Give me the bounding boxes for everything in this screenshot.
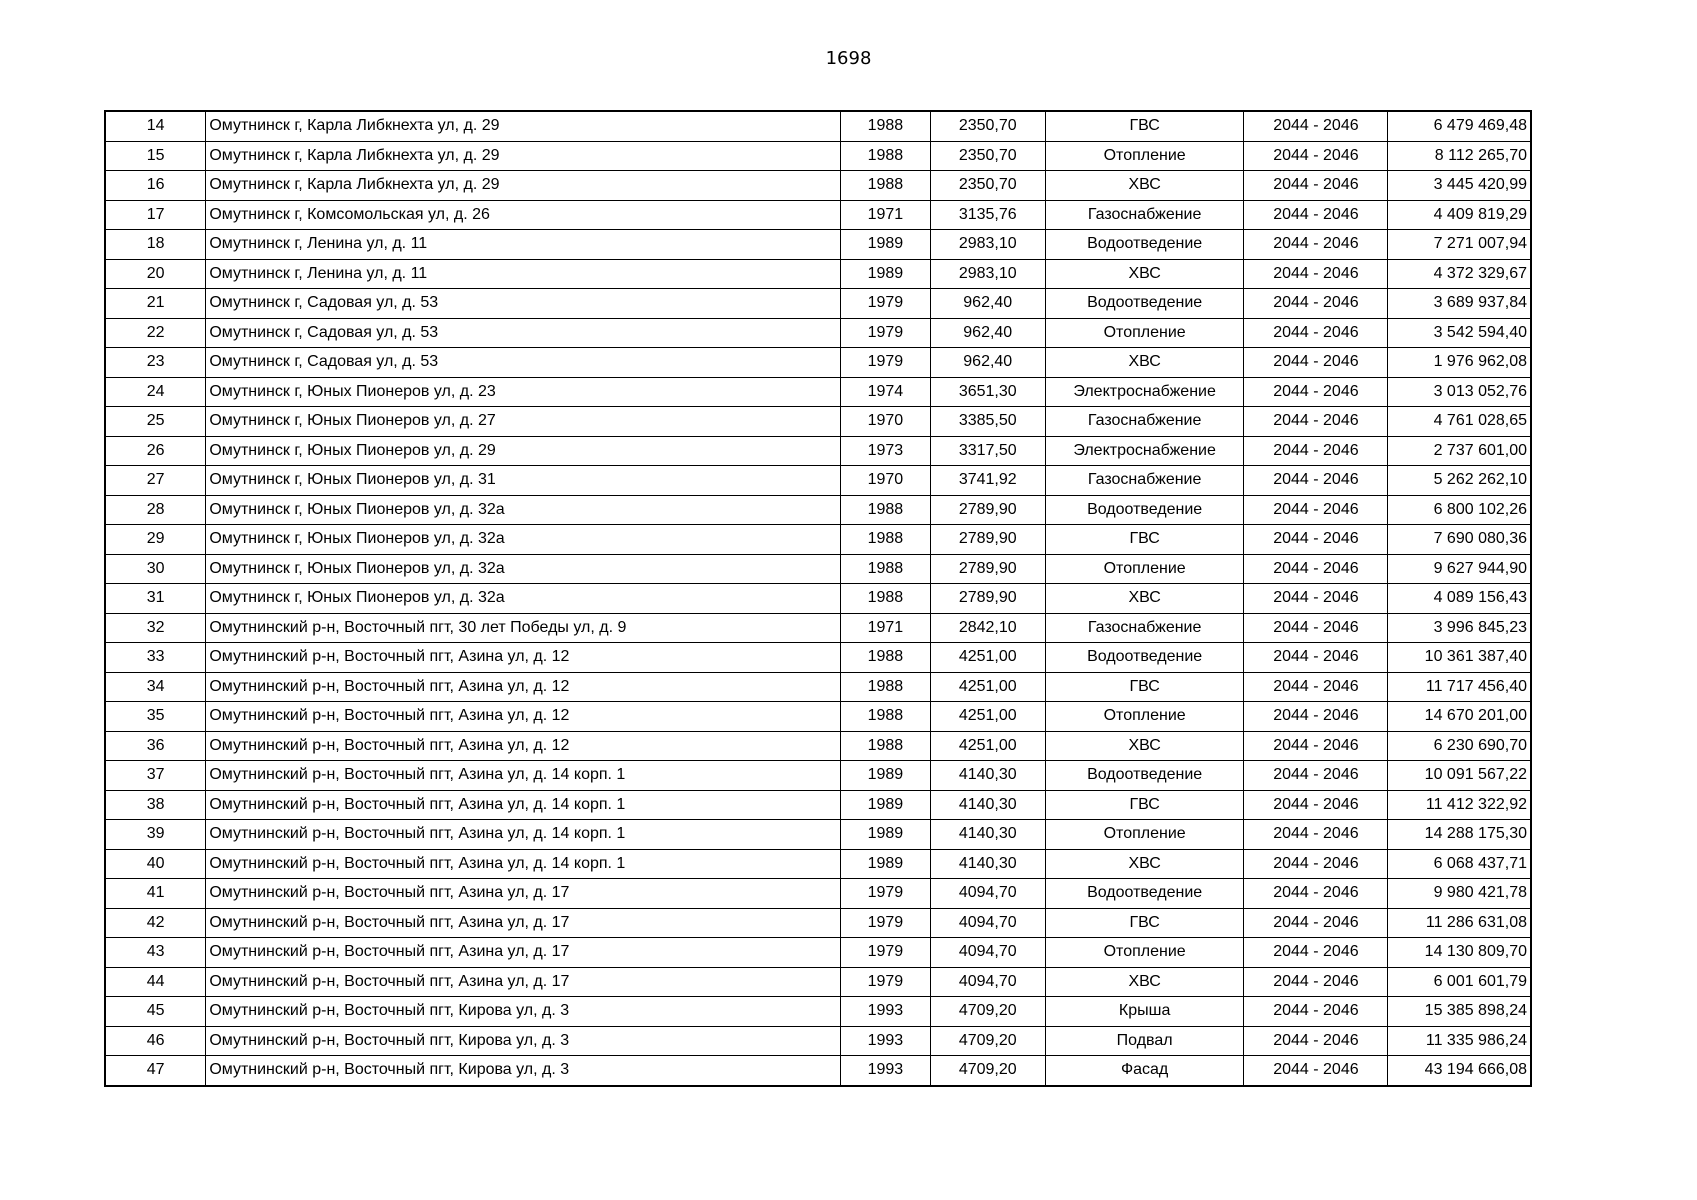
row-number-cell: 23 bbox=[105, 348, 206, 378]
row-number-cell: 47 bbox=[105, 1056, 206, 1086]
cost-cell: 11 286 631,08 bbox=[1388, 908, 1531, 938]
work-type-cell: ХВС bbox=[1045, 348, 1244, 378]
table-row bbox=[105, 790, 1531, 820]
address-cell: Омутнинск г, Карла Либкнехта ул, д. 29 bbox=[206, 141, 841, 171]
year-built-cell: 1979 bbox=[841, 967, 931, 997]
cost-cell: 8 112 265,70 bbox=[1388, 141, 1531, 171]
period-cell: 2044 - 2046 bbox=[1244, 702, 1388, 732]
cost-cell: 2 737 601,00 bbox=[1388, 436, 1531, 466]
table-row bbox=[105, 849, 1531, 879]
row-number-cell: 41 bbox=[105, 879, 206, 909]
work-type-cell: Водоотведение bbox=[1045, 879, 1244, 909]
row-number-cell: 18 bbox=[105, 230, 206, 260]
area-cell: 4140,30 bbox=[930, 790, 1045, 820]
cost-cell: 11 412 322,92 bbox=[1388, 790, 1531, 820]
row-number-cell: 22 bbox=[105, 318, 206, 348]
area-cell: 3317,50 bbox=[930, 436, 1045, 466]
cost-cell: 11 717 456,40 bbox=[1388, 672, 1531, 702]
cost-cell: 6 800 102,26 bbox=[1388, 495, 1531, 525]
period-cell: 2044 - 2046 bbox=[1244, 289, 1388, 319]
address-cell: Омутнинск г, Юных Пионеров ул, д. 32а bbox=[206, 495, 841, 525]
row-number-cell: 44 bbox=[105, 967, 206, 997]
cost-cell: 43 194 666,08 bbox=[1388, 1056, 1531, 1086]
period-cell: 2044 - 2046 bbox=[1244, 1056, 1388, 1086]
table-row bbox=[105, 938, 1531, 968]
row-number-cell: 42 bbox=[105, 908, 206, 938]
period-cell: 2044 - 2046 bbox=[1244, 997, 1388, 1027]
year-built-cell: 1988 bbox=[841, 111, 931, 141]
row-number-cell: 36 bbox=[105, 731, 206, 761]
period-cell: 2044 - 2046 bbox=[1244, 613, 1388, 643]
address-cell: Омутнинский р-н, Восточный пгт, Азина ул, д. 12 bbox=[206, 731, 841, 761]
year-built-cell: 1970 bbox=[841, 466, 931, 496]
year-built-cell: 1979 bbox=[841, 938, 931, 968]
area-cell: 2983,10 bbox=[930, 230, 1045, 260]
row-number-cell: 33 bbox=[105, 643, 206, 673]
period-cell: 2044 - 2046 bbox=[1244, 790, 1388, 820]
year-built-cell: 1988 bbox=[841, 171, 931, 201]
cost-cell: 7 690 080,36 bbox=[1388, 525, 1531, 555]
cost-cell: 4 089 156,43 bbox=[1388, 584, 1531, 614]
address-cell: Омутнинск г, Ленина ул, д. 11 bbox=[206, 259, 841, 289]
work-type-cell: Водоотведение bbox=[1045, 761, 1244, 791]
table-row bbox=[105, 1056, 1531, 1086]
year-built-cell: 1993 bbox=[841, 1026, 931, 1056]
address-cell: Омутнинский р-н, Восточный пгт, Азина ул, д. 17 bbox=[206, 879, 841, 909]
row-number-cell: 39 bbox=[105, 820, 206, 850]
period-cell: 2044 - 2046 bbox=[1244, 731, 1388, 761]
row-number-cell: 20 bbox=[105, 259, 206, 289]
year-built-cell: 1988 bbox=[841, 141, 931, 171]
area-cell: 2350,70 bbox=[930, 111, 1045, 141]
row-number-cell: 29 bbox=[105, 525, 206, 555]
row-number-cell: 40 bbox=[105, 849, 206, 879]
work-type-cell: ГВС bbox=[1045, 790, 1244, 820]
work-type-cell: Газоснабжение bbox=[1045, 613, 1244, 643]
address-cell: Омутнинск г, Садовая ул, д. 53 bbox=[206, 318, 841, 348]
work-type-cell: ХВС bbox=[1045, 731, 1244, 761]
area-cell: 962,40 bbox=[930, 348, 1045, 378]
work-type-cell: ХВС bbox=[1045, 171, 1244, 201]
repair-schedule-table bbox=[104, 110, 1532, 1087]
row-number-cell: 24 bbox=[105, 377, 206, 407]
cost-cell: 10 091 567,22 bbox=[1388, 761, 1531, 791]
row-number-cell: 31 bbox=[105, 584, 206, 614]
row-number-cell: 27 bbox=[105, 466, 206, 496]
address-cell: Омутнинск г, Юных Пионеров ул, д. 31 bbox=[206, 466, 841, 496]
year-built-cell: 1979 bbox=[841, 348, 931, 378]
table-row bbox=[105, 820, 1531, 850]
period-cell: 2044 - 2046 bbox=[1244, 348, 1388, 378]
row-number-cell: 16 bbox=[105, 171, 206, 201]
table-row bbox=[105, 672, 1531, 702]
work-type-cell: Электроснабжение bbox=[1045, 377, 1244, 407]
year-built-cell: 1970 bbox=[841, 407, 931, 437]
work-type-cell: ГВС bbox=[1045, 908, 1244, 938]
work-type-cell: ХВС bbox=[1045, 849, 1244, 879]
year-built-cell: 1993 bbox=[841, 1056, 931, 1086]
address-cell: Омутнинский р-н, Восточный пгт, Кирова ул, д. 3 bbox=[206, 997, 841, 1027]
address-cell: Омутнинск г, Юных Пионеров ул, д. 27 bbox=[206, 407, 841, 437]
table-row bbox=[105, 702, 1531, 732]
address-cell: Омутнинск г, Комсомольская ул, д. 26 bbox=[206, 200, 841, 230]
table-row bbox=[105, 525, 1531, 555]
row-number-cell: 32 bbox=[105, 613, 206, 643]
table-row bbox=[105, 584, 1531, 614]
work-type-cell: Отопление bbox=[1045, 938, 1244, 968]
address-cell: Омутнинский р-н, Восточный пгт, Азина ул, д. 12 bbox=[206, 672, 841, 702]
address-cell: Омутнинск г, Карла Либкнехта ул, д. 29 bbox=[206, 111, 841, 141]
table-row bbox=[105, 436, 1531, 466]
period-cell: 2044 - 2046 bbox=[1244, 879, 1388, 909]
address-cell: Омутнинск г, Садовая ул, д. 53 bbox=[206, 289, 841, 319]
table-row bbox=[105, 377, 1531, 407]
area-cell: 4094,70 bbox=[930, 967, 1045, 997]
year-built-cell: 1988 bbox=[841, 584, 931, 614]
work-type-cell: ГВС bbox=[1045, 525, 1244, 555]
area-cell: 4251,00 bbox=[930, 702, 1045, 732]
period-cell: 2044 - 2046 bbox=[1244, 407, 1388, 437]
table-row bbox=[105, 407, 1531, 437]
work-type-cell: ХВС bbox=[1045, 259, 1244, 289]
address-cell: Омутнинский р-н, Восточный пгт, Азина ул, д. 17 bbox=[206, 938, 841, 968]
period-cell: 2044 - 2046 bbox=[1244, 849, 1388, 879]
address-cell: Омутнинский р-н, Восточный пгт, Азина ул, д. 14 корп. 1 bbox=[206, 820, 841, 850]
area-cell: 4251,00 bbox=[930, 731, 1045, 761]
row-number-cell: 25 bbox=[105, 407, 206, 437]
period-cell: 2044 - 2046 bbox=[1244, 318, 1388, 348]
address-cell: Омутнинский р-н, Восточный пгт, Кирова ул, д. 3 bbox=[206, 1056, 841, 1086]
table-row bbox=[105, 230, 1531, 260]
year-built-cell: 1988 bbox=[841, 731, 931, 761]
area-cell: 2789,90 bbox=[930, 584, 1045, 614]
year-built-cell: 1979 bbox=[841, 318, 931, 348]
address-cell: Омутнинский р-н, Восточный пгт, Азина ул, д. 14 корп. 1 bbox=[206, 790, 841, 820]
year-built-cell: 1979 bbox=[841, 289, 931, 319]
work-type-cell: Водоотведение bbox=[1045, 643, 1244, 673]
area-cell: 2789,90 bbox=[930, 495, 1045, 525]
period-cell: 2044 - 2046 bbox=[1244, 761, 1388, 791]
row-number-cell: 14 bbox=[105, 111, 206, 141]
address-cell: Омутнинск г, Садовая ул, д. 53 bbox=[206, 348, 841, 378]
area-cell: 4094,70 bbox=[930, 908, 1045, 938]
cost-cell: 10 361 387,40 bbox=[1388, 643, 1531, 673]
cost-cell: 15 385 898,24 bbox=[1388, 997, 1531, 1027]
table-row bbox=[105, 761, 1531, 791]
row-number-cell: 17 bbox=[105, 200, 206, 230]
row-number-cell: 30 bbox=[105, 554, 206, 584]
period-cell: 2044 - 2046 bbox=[1244, 938, 1388, 968]
table-row bbox=[105, 554, 1531, 584]
work-type-cell: Электроснабжение bbox=[1045, 436, 1244, 466]
cost-cell: 9 980 421,78 bbox=[1388, 879, 1531, 909]
cost-cell: 4 761 028,65 bbox=[1388, 407, 1531, 437]
work-type-cell: Отопление bbox=[1045, 318, 1244, 348]
table-row bbox=[105, 141, 1531, 171]
area-cell: 4140,30 bbox=[930, 761, 1045, 791]
period-cell: 2044 - 2046 bbox=[1244, 466, 1388, 496]
year-built-cell: 1988 bbox=[841, 554, 931, 584]
year-built-cell: 1979 bbox=[841, 879, 931, 909]
row-number-cell: 45 bbox=[105, 997, 206, 1027]
work-type-cell: Водоотведение bbox=[1045, 289, 1244, 319]
cost-cell: 6 479 469,48 bbox=[1388, 111, 1531, 141]
period-cell: 2044 - 2046 bbox=[1244, 967, 1388, 997]
work-type-cell: ГВС bbox=[1045, 672, 1244, 702]
year-built-cell: 1989 bbox=[841, 790, 931, 820]
year-built-cell: 1971 bbox=[841, 200, 931, 230]
period-cell: 2044 - 2046 bbox=[1244, 525, 1388, 555]
area-cell: 4251,00 bbox=[930, 643, 1045, 673]
year-built-cell: 1989 bbox=[841, 820, 931, 850]
area-cell: 3741,92 bbox=[930, 466, 1045, 496]
work-type-cell: Водоотведение bbox=[1045, 230, 1244, 260]
work-type-cell: Подвал bbox=[1045, 1026, 1244, 1056]
cost-cell: 9 627 944,90 bbox=[1388, 554, 1531, 584]
table-row bbox=[105, 200, 1531, 230]
table-row bbox=[105, 613, 1531, 643]
row-number-cell: 28 bbox=[105, 495, 206, 525]
work-type-cell: ГВС bbox=[1045, 111, 1244, 141]
address-cell: Омутнинский р-н, Восточный пгт, Азина ул, д. 12 bbox=[206, 643, 841, 673]
address-cell: Омутнинский р-н, Восточный пгт, Азина ул, д. 17 bbox=[206, 967, 841, 997]
table-row bbox=[105, 643, 1531, 673]
address-cell: Омутнинский р-н, Восточный пгт, Кирова ул, д. 3 bbox=[206, 1026, 841, 1056]
table-row bbox=[105, 348, 1531, 378]
period-cell: 2044 - 2046 bbox=[1244, 141, 1388, 171]
year-built-cell: 1989 bbox=[841, 230, 931, 260]
address-cell: Омутнинск г, Юных Пионеров ул, д. 23 bbox=[206, 377, 841, 407]
year-built-cell: 1971 bbox=[841, 613, 931, 643]
area-cell: 4140,30 bbox=[930, 849, 1045, 879]
year-built-cell: 1988 bbox=[841, 495, 931, 525]
address-cell: Омутнинск г, Ленина ул, д. 11 bbox=[206, 230, 841, 260]
cost-cell: 6 230 690,70 bbox=[1388, 731, 1531, 761]
row-number-cell: 15 bbox=[105, 141, 206, 171]
cost-cell: 1 976 962,08 bbox=[1388, 348, 1531, 378]
cost-cell: 3 445 420,99 bbox=[1388, 171, 1531, 201]
period-cell: 2044 - 2046 bbox=[1244, 643, 1388, 673]
period-cell: 2044 - 2046 bbox=[1244, 230, 1388, 260]
address-cell: Омутнинск г, Юных Пионеров ул, д. 29 bbox=[206, 436, 841, 466]
year-built-cell: 1989 bbox=[841, 849, 931, 879]
work-type-cell: Отопление bbox=[1045, 141, 1244, 171]
period-cell: 2044 - 2046 bbox=[1244, 436, 1388, 466]
address-cell: Омутнинск г, Юных Пионеров ул, д. 32а bbox=[206, 554, 841, 584]
area-cell: 2350,70 bbox=[930, 171, 1045, 201]
year-built-cell: 1989 bbox=[841, 761, 931, 791]
table-row bbox=[105, 879, 1531, 909]
period-cell: 2044 - 2046 bbox=[1244, 554, 1388, 584]
cost-cell: 3 689 937,84 bbox=[1388, 289, 1531, 319]
cost-cell: 5 262 262,10 bbox=[1388, 466, 1531, 496]
row-number-cell: 43 bbox=[105, 938, 206, 968]
row-number-cell: 34 bbox=[105, 672, 206, 702]
period-cell: 2044 - 2046 bbox=[1244, 584, 1388, 614]
period-cell: 2044 - 2046 bbox=[1244, 672, 1388, 702]
year-built-cell: 1974 bbox=[841, 377, 931, 407]
area-cell: 962,40 bbox=[930, 318, 1045, 348]
cost-cell: 6 001 601,79 bbox=[1388, 967, 1531, 997]
period-cell: 2044 - 2046 bbox=[1244, 171, 1388, 201]
area-cell: 2842,10 bbox=[930, 613, 1045, 643]
area-cell: 2789,90 bbox=[930, 554, 1045, 584]
address-cell: Омутнинский р-н, Восточный пгт, Азина ул, д. 17 bbox=[206, 908, 841, 938]
work-type-cell: Водоотведение bbox=[1045, 495, 1244, 525]
table-row bbox=[105, 967, 1531, 997]
area-cell: 4709,20 bbox=[930, 1056, 1045, 1086]
area-cell: 3651,30 bbox=[930, 377, 1045, 407]
work-type-cell: Газоснабжение bbox=[1045, 200, 1244, 230]
row-number-cell: 35 bbox=[105, 702, 206, 732]
area-cell: 4709,20 bbox=[930, 997, 1045, 1027]
table-row bbox=[105, 259, 1531, 289]
year-built-cell: 1988 bbox=[841, 672, 931, 702]
area-cell: 3135,76 bbox=[930, 200, 1045, 230]
address-cell: Омутнинск г, Карла Либкнехта ул, д. 29 bbox=[206, 171, 841, 201]
area-cell: 962,40 bbox=[930, 289, 1045, 319]
cost-cell: 4 372 329,67 bbox=[1388, 259, 1531, 289]
cost-cell: 14 288 175,30 bbox=[1388, 820, 1531, 850]
table-row bbox=[105, 1026, 1531, 1056]
address-cell: Омутнинский р-н, Восточный пгт, Азина ул, д. 12 bbox=[206, 702, 841, 732]
period-cell: 2044 - 2046 bbox=[1244, 111, 1388, 141]
work-type-cell: ХВС bbox=[1045, 584, 1244, 614]
cost-cell: 4 409 819,29 bbox=[1388, 200, 1531, 230]
address-cell: Омутнинский р-н, Восточный пгт, 30 лет Победы ул, д. 9 bbox=[206, 613, 841, 643]
row-number-cell: 21 bbox=[105, 289, 206, 319]
address-cell: Омутнинский р-н, Восточный пгт, Азина ул, д. 14 корп. 1 bbox=[206, 849, 841, 879]
period-cell: 2044 - 2046 bbox=[1244, 908, 1388, 938]
cost-cell: 3 013 052,76 bbox=[1388, 377, 1531, 407]
address-cell: Омутнинск г, Юных Пионеров ул, д. 32а bbox=[206, 525, 841, 555]
year-built-cell: 1988 bbox=[841, 702, 931, 732]
year-built-cell: 1973 bbox=[841, 436, 931, 466]
period-cell: 2044 - 2046 bbox=[1244, 1026, 1388, 1056]
cost-cell: 3 996 845,23 bbox=[1388, 613, 1531, 643]
period-cell: 2044 - 2046 bbox=[1244, 377, 1388, 407]
period-cell: 2044 - 2046 bbox=[1244, 495, 1388, 525]
year-built-cell: 1988 bbox=[841, 525, 931, 555]
area-cell: 2983,10 bbox=[930, 259, 1045, 289]
period-cell: 2044 - 2046 bbox=[1244, 200, 1388, 230]
row-number-cell: 46 bbox=[105, 1026, 206, 1056]
year-built-cell: 1993 bbox=[841, 997, 931, 1027]
year-built-cell: 1979 bbox=[841, 908, 931, 938]
area-cell: 3385,50 bbox=[930, 407, 1045, 437]
cost-cell: 14 130 809,70 bbox=[1388, 938, 1531, 968]
year-built-cell: 1989 bbox=[841, 259, 931, 289]
table-row bbox=[105, 908, 1531, 938]
address-cell: Омутнинск г, Юных Пионеров ул, д. 32а bbox=[206, 584, 841, 614]
row-number-cell: 26 bbox=[105, 436, 206, 466]
table-row bbox=[105, 997, 1531, 1027]
row-number-cell: 38 bbox=[105, 790, 206, 820]
table-row bbox=[105, 495, 1531, 525]
cost-cell: 6 068 437,71 bbox=[1388, 849, 1531, 879]
table-row bbox=[105, 289, 1531, 319]
cost-cell: 14 670 201,00 bbox=[1388, 702, 1531, 732]
area-cell: 4094,70 bbox=[930, 938, 1045, 968]
work-type-cell: Газоснабжение bbox=[1045, 407, 1244, 437]
year-built-cell: 1988 bbox=[841, 643, 931, 673]
work-type-cell: Газоснабжение bbox=[1045, 466, 1244, 496]
area-cell: 2789,90 bbox=[930, 525, 1045, 555]
area-cell: 4709,20 bbox=[930, 1026, 1045, 1056]
table-row bbox=[105, 466, 1531, 496]
table-body bbox=[105, 111, 1531, 1086]
table-row bbox=[105, 318, 1531, 348]
area-cell: 4094,70 bbox=[930, 879, 1045, 909]
table-row bbox=[105, 171, 1531, 201]
cost-cell: 11 335 986,24 bbox=[1388, 1026, 1531, 1056]
work-type-cell: ХВС bbox=[1045, 967, 1244, 997]
area-cell: 2350,70 bbox=[930, 141, 1045, 171]
table-row bbox=[105, 731, 1531, 761]
work-type-cell: Отопление bbox=[1045, 702, 1244, 732]
period-cell: 2044 - 2046 bbox=[1244, 259, 1388, 289]
cost-cell: 7 271 007,94 bbox=[1388, 230, 1531, 260]
work-type-cell: Крыша bbox=[1045, 997, 1244, 1027]
table-row bbox=[105, 111, 1531, 141]
work-type-cell: Отопление bbox=[1045, 554, 1244, 584]
address-cell: Омутнинский р-н, Восточный пгт, Азина ул, д. 14 корп. 1 bbox=[206, 761, 841, 791]
work-type-cell: Отопление bbox=[1045, 820, 1244, 850]
area-cell: 4140,30 bbox=[930, 820, 1045, 850]
cost-cell: 3 542 594,40 bbox=[1388, 318, 1531, 348]
row-number-cell: 37 bbox=[105, 761, 206, 791]
work-type-cell: Фасад bbox=[1045, 1056, 1244, 1086]
page-number: 1698 bbox=[825, 48, 872, 69]
area-cell: 4251,00 bbox=[930, 672, 1045, 702]
period-cell: 2044 - 2046 bbox=[1244, 820, 1388, 850]
